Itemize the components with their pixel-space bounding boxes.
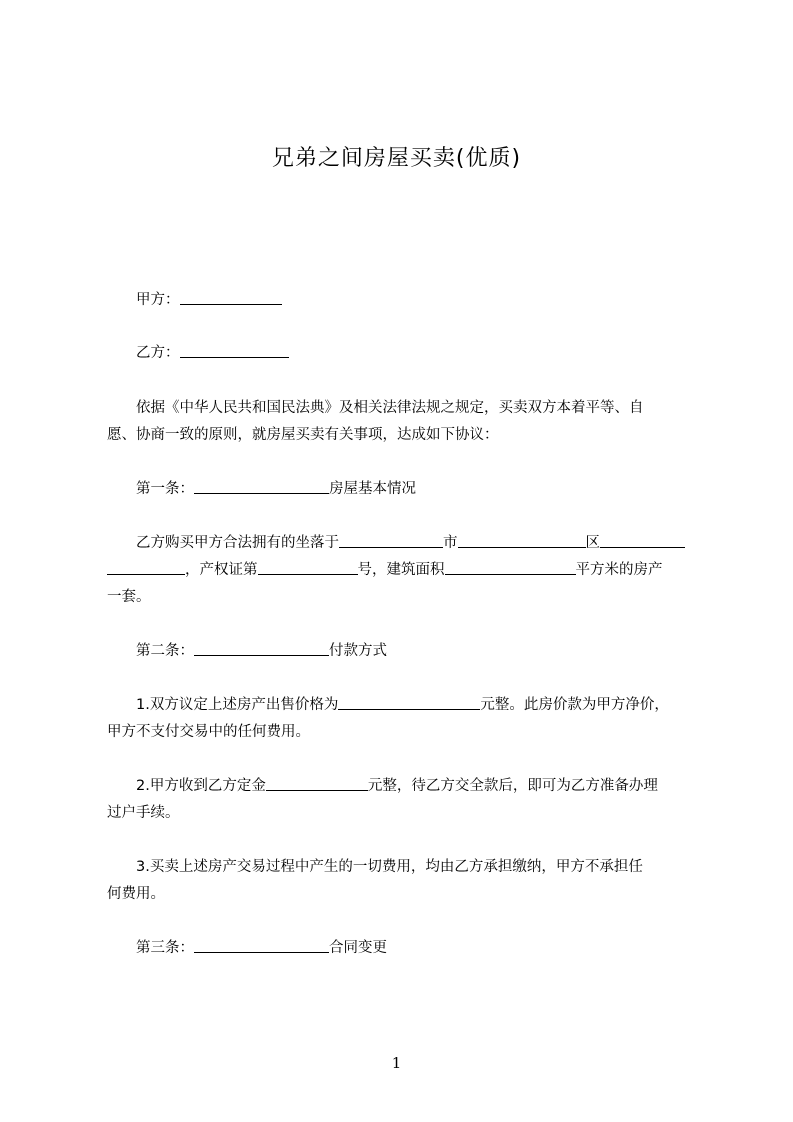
clause-3-text: 3.买卖上述房产交易过程中产生的一切费用，均由乙方承担缴纳，甲方不承担任: [136, 859, 643, 875]
clause-2-line-2: [107, 800, 707, 827]
article-2-heading: [107, 638, 707, 665]
clause-1-text-3: 甲方不支付交易中的任何费用。: [107, 724, 310, 740]
party-b-blank: [180, 343, 289, 358]
party-a-line: [107, 287, 707, 314]
clause-2-text-3: 过户手续。: [107, 805, 180, 821]
clause-3-line-1: [107, 854, 707, 881]
clause-1-text: 1.双方议定上述房产出售价格为: [136, 697, 339, 713]
preamble-line-2: [107, 422, 707, 449]
clause-2-text: 2.甲方收到乙方定金: [136, 778, 266, 794]
article-1-prefix: 第一条：: [136, 481, 194, 497]
address-blank-1: [600, 533, 685, 548]
preamble-text-2: 愿、协商一致的原则，就房屋买卖有关事项，达成如下协议：: [107, 427, 499, 443]
page-number: 1: [391, 1054, 402, 1072]
article-2-blank: [194, 641, 329, 656]
party-b-line: [107, 340, 707, 367]
city-blank: [339, 533, 443, 548]
address-blank-2: [107, 560, 185, 575]
article-1-blank: [194, 479, 329, 494]
party-b-label: 乙方：: [136, 345, 180, 361]
price-blank: [338, 695, 480, 710]
article-1-text: 乙方购买甲方合法拥有的坐落于: [136, 535, 339, 551]
city-label: 市: [443, 535, 458, 551]
article-1-body-line-2: [107, 557, 707, 584]
preamble-line-1: [107, 395, 707, 422]
article-1-end-text: 一套。: [107, 589, 151, 605]
clause-3-line-2: [107, 881, 707, 908]
preamble-text-1: 依据《中华人民共和国民法典》及相关法律法规之规定，买卖双方本着平等、自: [136, 400, 644, 416]
clause-1-line-1: [107, 692, 707, 719]
certificate-blank: [258, 560, 358, 575]
district-label: 区: [585, 535, 600, 551]
article-2-prefix: 第二条：: [136, 643, 194, 659]
article-3-heading: [107, 935, 707, 962]
document-title: 兄弟之间房屋买卖(优质): [271, 146, 522, 171]
certificate-label: ，产权证第: [185, 562, 258, 578]
article-3-title: 合同变更: [329, 940, 387, 956]
article-1-title: 房屋基本情况: [329, 481, 416, 497]
article-1-heading: [107, 476, 707, 503]
area-unit-text: 平方米的房产: [575, 562, 663, 578]
clause-2-text-2: 元整，待乙方交全款后，即可为乙方准备办理: [367, 778, 658, 794]
party-a-label: 甲方：: [136, 292, 180, 308]
clause-1-text-2: 元整。此房价款为甲方净价，: [480, 697, 669, 713]
article-2-title: 付款方式: [329, 643, 387, 659]
article-3-prefix: 第三条：: [136, 940, 194, 956]
clause-2-line-1: [107, 773, 707, 800]
area-label: 号，建筑面积: [357, 562, 445, 578]
area-blank: [445, 560, 576, 575]
article-1-body-line-3: [107, 584, 707, 611]
party-a-blank: [180, 290, 282, 305]
district-blank: [458, 533, 586, 548]
clause-1-line-2: [107, 719, 707, 746]
clause-3-text-2: 何费用。: [107, 886, 165, 902]
deposit-blank: [266, 776, 368, 791]
article-3-blank: [194, 938, 329, 953]
article-1-body-line-1: [107, 530, 707, 557]
